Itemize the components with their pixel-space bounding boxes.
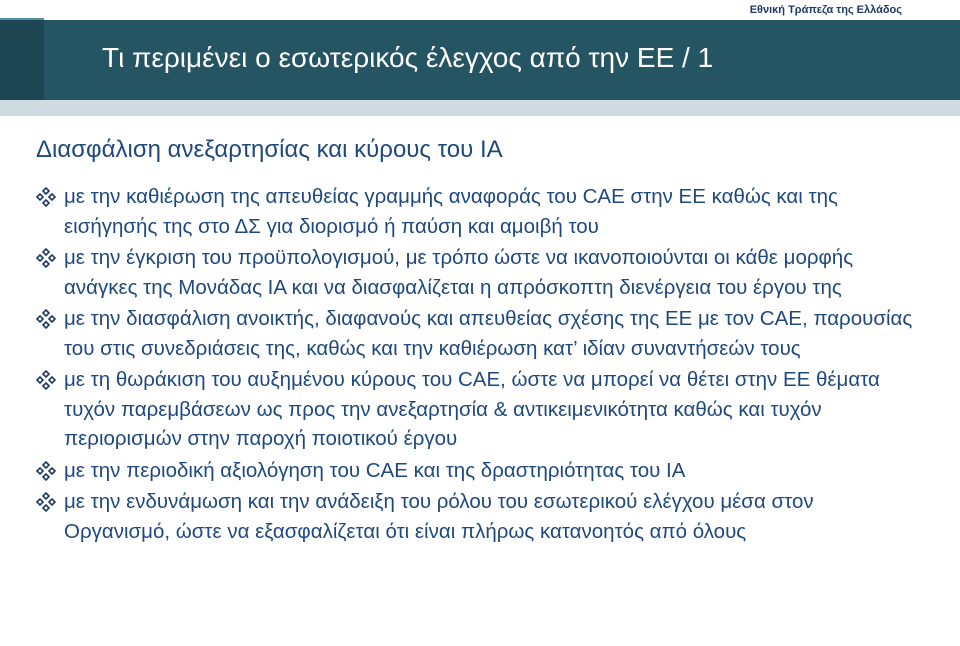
bullet-text: με την περιοδική αξιολόγηση του CAE και της δραστηριότητας του ΙΑ xyxy=(64,458,686,482)
diamond-bullet-icon xyxy=(36,461,56,481)
bullet-list xyxy=(36,182,922,546)
bullet-item xyxy=(36,243,922,302)
diamond-bullet-icon xyxy=(36,309,56,329)
diamond-bullet-icon xyxy=(36,187,56,207)
bullet-item xyxy=(36,182,922,241)
section-subheading: Διασφάλιση ανεξαρτησίας και κύρους του ΙΑ xyxy=(36,136,503,163)
bank-name: Εθνική Τράπεζα της Ελλάδος xyxy=(749,4,902,16)
diamond-bullet-icon xyxy=(36,370,56,390)
bullet-text: με την καθιέρωση της απευθείας γραμμής αναφοράς του CAE στην ΕΕ καθώς και της εισήγησής της στο ΔΣ για διορισμό ή παύση και αμοιβή του xyxy=(64,185,838,238)
bullet-text: με την διασφάλιση ανοικτής, διαφανούς και απευθείας σχέσης της ΕΕ με τον CAE, παρουσίας του στις συνεδριάσεις της, καθώς και την καθιέρωση κατ’ ιδίαν συναντήσεών τους xyxy=(64,307,913,360)
diamond-bullet-icon xyxy=(36,492,56,512)
bullet-text: με την ενδυνάμωση και την ανάδειξη του ρόλου του εσωτερικού ελέγχου μέσα στον Οργανισμό, ώστε να εξασφαλίζεται ότι είναι πλήρως κατανοητός από όλους xyxy=(64,490,814,543)
bullet-item xyxy=(36,456,922,486)
bullet-item xyxy=(36,304,922,363)
bullet-item xyxy=(36,365,922,454)
title-accent xyxy=(0,20,44,100)
slide-title: Τι περιμένει ο εσωτερικός έλεγχος από την ΕΕ / 1 xyxy=(102,42,714,73)
bullet-text: με τη θωράκιση του αυξημένου κύρους του CAE, ώστε να μπορεί να θέτει στην ΕΕ θέματα τυχόν παρεμβάσεων ως προς την ανεξαρτησία & αντικειμενικότητα καθώς και τυχόν περιορισμών στην παροχή ποιοτικού έργου xyxy=(64,368,880,450)
title-underband xyxy=(0,100,960,116)
diamond-bullet-icon xyxy=(36,248,56,268)
bullet-item xyxy=(36,487,922,546)
bullet-text: με την έγκριση του προϋπολογισμού, με τρόπο ώστε να ικανοποιούνται οι κάθε μορφής ανάγκες της Μονάδας ΙΑ και να διασφαλίζεται η απρόσκοπτη διενέργεια του έργου της xyxy=(64,246,854,299)
